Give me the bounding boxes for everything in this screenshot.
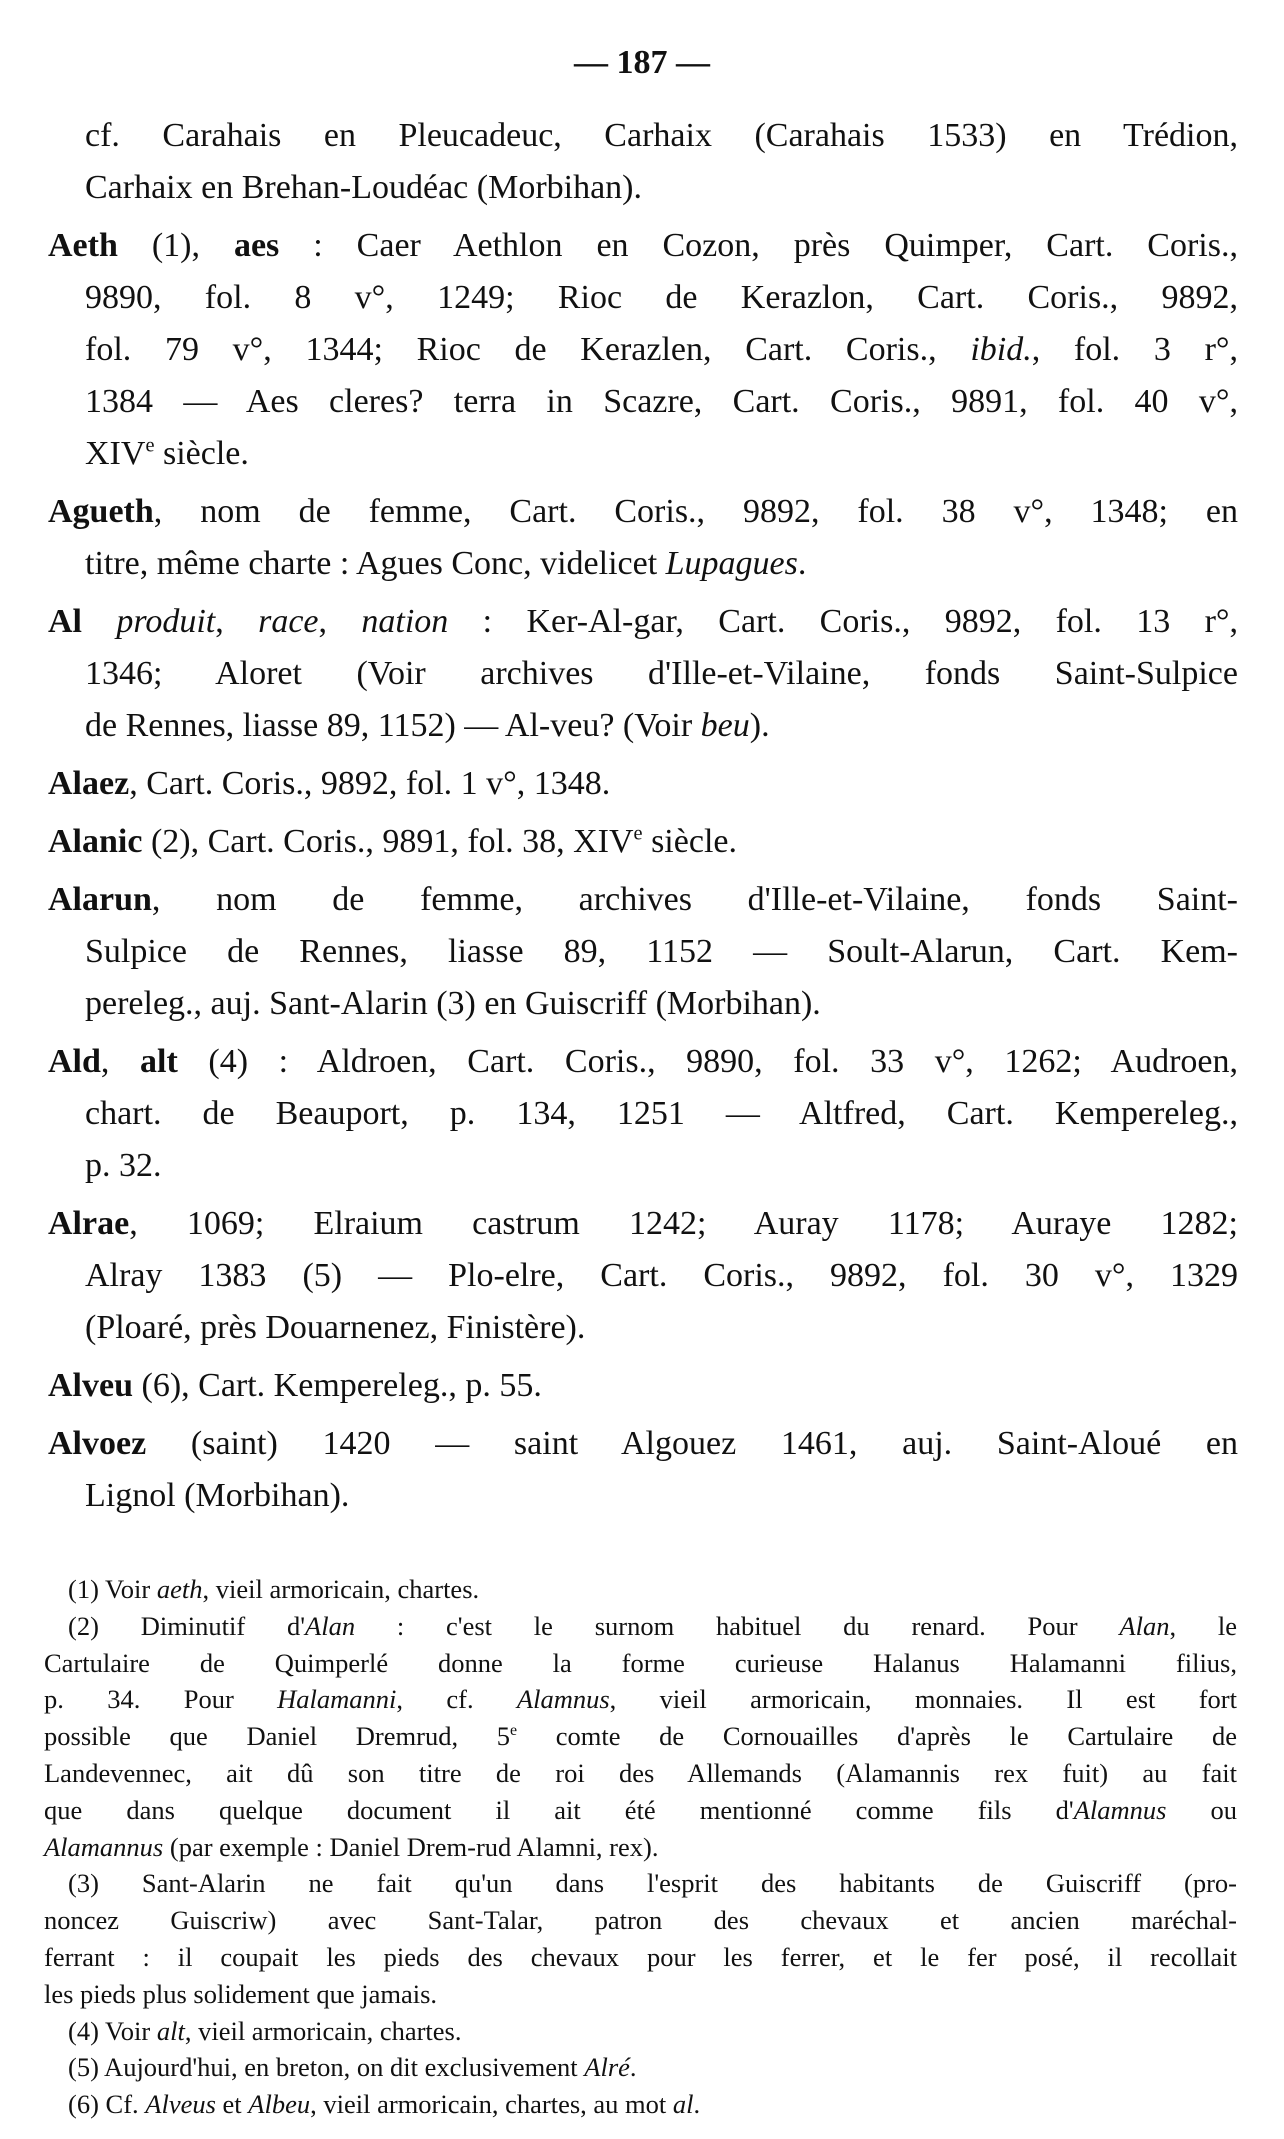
text-run: (1) Voir (68, 1574, 157, 1604)
text-run: (par exemple : Daniel Drem-rud Alamni, rex). (163, 1831, 659, 1862)
text-run: , 1069; Elraium castrum 1242; Auray 1178; Auraye 1282; (129, 1205, 1238, 1242)
text-run: , (318, 603, 362, 640)
text-line (44, 1865, 1237, 1902)
text-run: (6), Cart. Kempereleg., p. 55. (133, 1367, 542, 1404)
text-run: : c'est le surnom habituel du renard. Pour (355, 1610, 1120, 1641)
text-run: (2) Diminutif d' (68, 1610, 306, 1641)
dictionary-entry (48, 1360, 1238, 1412)
text-line (48, 1250, 1238, 1302)
text-line (44, 1571, 1237, 1608)
text-run: , vieil armoricain, chartes. (184, 2015, 462, 2046)
italic-text: Lupagues (665, 545, 798, 582)
text-line (48, 648, 1238, 700)
footnote (44, 1865, 1237, 2012)
text-line (48, 1036, 1238, 1088)
dictionary-entry (48, 220, 1238, 480)
dictionary-entry (48, 1418, 1238, 1522)
text-run: (4) Voir (68, 2015, 157, 2046)
text-run: comte de Cornouailles d'après le Cartulaire de (517, 1721, 1237, 1752)
italic-text: ibid. (970, 331, 1032, 368)
text-run: siècle. (154, 435, 249, 472)
text-run: 1346; Aloret (Voir archives d'Ille-et-Vilaine, fonds Saint-Sulpice (85, 655, 1238, 692)
text-line (48, 700, 1238, 752)
text-line (44, 1902, 1237, 1939)
text-run: noncez Guiscriw) avec Sant-Talar, patron des chevaux et ancien maréchal- (44, 1905, 1237, 1936)
text-line (48, 428, 1238, 480)
dictionary-entry (48, 1036, 1238, 1192)
text-line (48, 538, 1238, 590)
text-line (48, 874, 1238, 926)
text-line (48, 596, 1238, 648)
text-run: p. 32. (85, 1147, 162, 1184)
headword: Alanic (48, 823, 143, 860)
headword: Alaez (48, 765, 130, 802)
text-run: de Rennes, liasse 89, 1152) — Al-veu? (Voir (85, 707, 701, 744)
text-run: (saint) 1420 — saint Algouez 1461, auj. Saint-Aloué en (146, 1425, 1238, 1462)
footnote (44, 2013, 1237, 2050)
text-run: Sulpice de Rennes, liasse 89, 1152 — Soult-Alarun, Cart. Kem- (85, 933, 1238, 970)
text-run: , vieil armoricain, chartes. (202, 1574, 480, 1604)
text-line (48, 1088, 1238, 1140)
headword: Alveu (48, 1367, 133, 1404)
text-run: (Ploaré, près Douarnenez, Finistère). (85, 1309, 586, 1346)
footnote (44, 1608, 1237, 1866)
text-line (44, 1829, 1237, 1866)
italic-text: Alamannus (44, 1831, 164, 1862)
text-run: , fol. 3 r°, (1031, 331, 1239, 368)
text-run: et (215, 2089, 249, 2120)
text-line (44, 2013, 1237, 2050)
headword: Ald (48, 1043, 101, 1080)
headword: Alrae (48, 1205, 130, 1242)
text-line (44, 2049, 1237, 2086)
italic-text: aeth (156, 1574, 203, 1604)
footnote (44, 2086, 1237, 2123)
headword: Agueth (48, 493, 154, 530)
italic-text: nation (361, 603, 449, 640)
continued-paragraph (48, 110, 1238, 214)
text-line (48, 486, 1238, 538)
text-run: (1), (117, 227, 234, 264)
text-run: , nom de femme, Cart. Coris., 9892, fol. 38 v°, 1348; en (153, 493, 1238, 530)
text-line (48, 376, 1238, 428)
dictionary-entry (48, 1198, 1238, 1354)
text-run: : Ker-Al-gar, Cart. Coris., 9892, fol. 13 r°, (448, 603, 1238, 640)
text-line (48, 1470, 1238, 1522)
page-number: — 187 — (574, 44, 710, 81)
text-run: (3) Sant-Alarin ne fait qu'un dans l'esprit des habitants de Guiscriff (pro- (68, 1868, 1237, 1899)
text-run: fol. 79 v°, 1344; Rioc de Kerazlen, Cart. Coris., (85, 331, 971, 368)
footnotes (44, 1571, 1237, 2123)
text-run: siècle. (642, 823, 737, 860)
headword: aes (233, 227, 280, 264)
text-run: , Cart. Coris., 9892, fol. 1 v°, 1348. (129, 765, 611, 802)
text-line (48, 220, 1238, 272)
text-run: Lignol (Morbihan). (85, 1477, 350, 1514)
text-line (48, 1418, 1238, 1470)
text-run: , (100, 1043, 141, 1080)
headword: Alvoez (48, 1425, 147, 1462)
italic-text: al (672, 2089, 694, 2120)
italic-text: alt (156, 2015, 185, 2046)
superscript: e (633, 822, 643, 845)
italic-text: Alré (584, 2052, 630, 2083)
italic-text: race (258, 603, 319, 640)
text-run: Landevennec, ait dû son titre de roi des Allemands (Alamannis rex fuit) au fait (44, 1757, 1237, 1788)
text-line (44, 1755, 1237, 1792)
text-run: , cf. (396, 1684, 517, 1715)
superscript: e (510, 1722, 518, 1740)
text-run: ). (749, 707, 770, 744)
italic-text: Alan (305, 1610, 356, 1641)
text-run: , le (1169, 1610, 1237, 1641)
text-run: cf. Carahais en Pleucadeuc, Carhaix (Carahais 1533) en Trédion, (85, 117, 1238, 154)
headword: alt (140, 1043, 178, 1080)
headword: Aeth (48, 227, 118, 264)
text-line (48, 1360, 1238, 1412)
text-line (44, 1976, 1237, 2013)
dictionary-entry (48, 486, 1238, 590)
italic-text: produit (116, 603, 216, 640)
text-run: ou (1166, 1794, 1237, 1825)
text-line (48, 110, 1238, 162)
text-run: Cartulaire de Quimperlé donne la forme curieuse Halanus Halamanni filius, (44, 1647, 1237, 1678)
italic-text: beu (700, 707, 750, 744)
text-run (82, 603, 116, 640)
text-run: . (797, 545, 807, 582)
italic-text: Alamnus (1073, 1794, 1167, 1825)
text-line (48, 978, 1238, 1030)
text-run: (2), Cart. Coris., 9891, fol. 38, XIV (142, 823, 634, 860)
text-line (48, 1198, 1238, 1250)
text-line (48, 1302, 1238, 1354)
text-line (48, 324, 1238, 376)
text-run: p. 34. Pour (44, 1684, 278, 1715)
text-line (48, 926, 1238, 978)
footnote (44, 2049, 1237, 2086)
footnote (44, 1571, 1237, 1608)
text-line (48, 272, 1238, 324)
dictionary-entry (48, 758, 1238, 810)
text-line (48, 1140, 1238, 1192)
text-run: 1384 — Aes cleres? terra in Scazre, Cart. Coris., 9891, fol. 40 v°, (85, 383, 1238, 420)
superscript: e (145, 434, 155, 457)
text-line (44, 1608, 1237, 1645)
text-line (48, 816, 1238, 868)
text-line (44, 2086, 1237, 2123)
text-run: les pieds plus solidement que jamais. (44, 1978, 438, 2009)
italic-text: Alan (1119, 1610, 1170, 1641)
dictionary-entry (48, 596, 1238, 752)
text-run: , nom de femme, archives d'Ille-et-Vilaine, fonds Saint- (151, 881, 1238, 918)
text-run: , vieil armoricain, monnaies. Il est fort (609, 1684, 1237, 1715)
text-run: . (693, 2089, 701, 2120)
text-run: (6) Cf. (68, 2089, 146, 2120)
italic-text: Halamanni (277, 1684, 397, 1715)
text-run: possible que Daniel Dremrud, 5 (44, 1721, 510, 1752)
text-run: : Caer Aethlon en Cozon, près Quimper, Cart. Coris., (279, 227, 1238, 264)
text-run: ferrant : il coupait les pieds des chevaux pour les ferrer, et le fer posé, il recollait (44, 1941, 1237, 1972)
text-run: Carhaix en Brehan-Loudéac (Morbihan). (85, 169, 642, 206)
text-run: . (629, 2052, 637, 2083)
text-run: XIV (85, 435, 146, 472)
dictionary-entry (48, 874, 1238, 1030)
headword: Al (48, 603, 82, 640)
main-text (48, 110, 1238, 1522)
text-run: chart. de Beauport, p. 134, 1251 — Altfred, Cart. Kempereleg., (85, 1095, 1238, 1132)
italic-text: Alveus (145, 2089, 216, 2120)
text-run: (4) : Aldroen, Cart. Coris., 9890, fol. 33 v°, 1262; Audroen, (177, 1043, 1239, 1080)
text-line (44, 1681, 1237, 1718)
text-run: 9890, fol. 8 v°, 1249; Rioc de Kerazlon, Cart. Coris., 9892, (85, 279, 1238, 316)
text-run: , vieil armoricain, chartes, au mot (310, 2089, 673, 2120)
text-line (48, 758, 1238, 810)
italic-text: Alamnus (516, 1684, 610, 1715)
text-run: que dans quelque document il ait été mentionné comme fils d' (44, 1794, 1074, 1825)
text-line (44, 1792, 1237, 1829)
text-run: (5) Aujourd'hui, en breton, on dit exclusivement (68, 2052, 585, 2083)
text-line (48, 162, 1238, 214)
text-run: Alray 1383 (5) — Plo-elre, Cart. Coris., 9892, fol. 30 v°, 1329 (85, 1257, 1238, 1294)
text-line (44, 1939, 1237, 1976)
text-line (44, 1645, 1237, 1682)
text-line (44, 1718, 1237, 1755)
headword: Alarun (48, 881, 152, 918)
text-run: titre, même charte : Agues Conc, videlicet (85, 545, 666, 582)
text-run: pereleg., auj. Sant-Alarin (3) en Guiscriff (Morbihan). (85, 985, 821, 1022)
text-run: , (215, 603, 259, 640)
italic-text: Albeu (248, 2089, 311, 2120)
dictionary-entry (48, 816, 1238, 868)
